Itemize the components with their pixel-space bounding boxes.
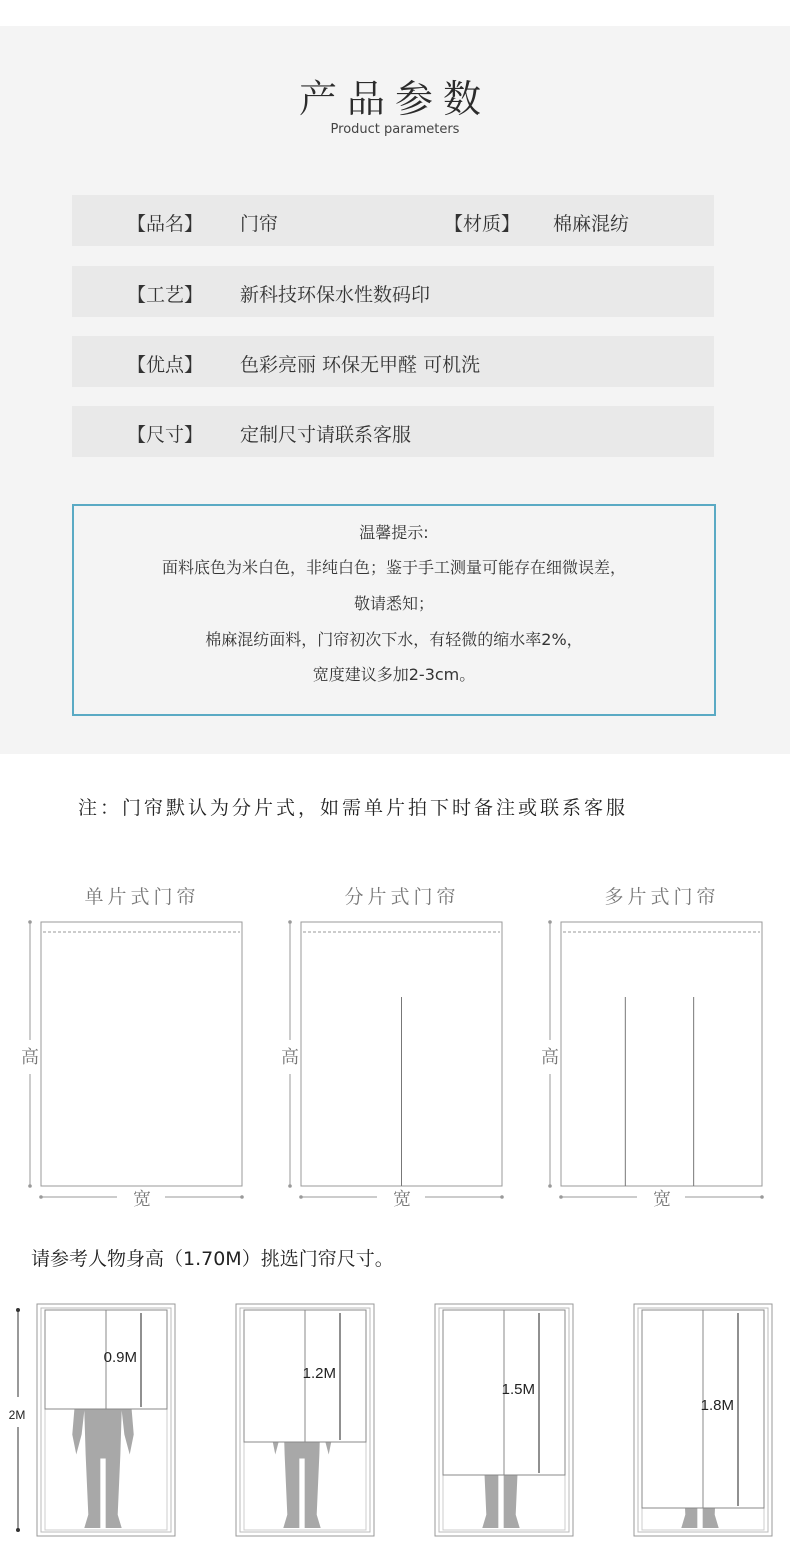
dimension-end-dot <box>559 1195 563 1199</box>
split-note: 注：门帘默认为分片式，如需单片拍下时备注或联系客服 <box>78 797 629 819</box>
height-reference-illustrations <box>0 1295 790 1545</box>
door-illustration <box>435 1304 573 1536</box>
curtain-length-label: 1.2M <box>302 1365 336 1382</box>
door-illustration <box>634 1304 772 1536</box>
height-label: 高 <box>281 1047 299 1068</box>
param-label: 【品名】 <box>127 213 204 235</box>
tip-heading: 温馨提示: <box>359 523 429 542</box>
dimension-end-dot <box>16 1308 20 1312</box>
param-label: 【尺寸】 <box>127 424 204 446</box>
diagram-title-split: 分片式门帘 <box>344 886 460 908</box>
reference-text: 请参考人物身高（1.70M）挑选门帘尺寸。 <box>31 1248 394 1270</box>
dimension-end-dot <box>39 1195 43 1199</box>
curtain-diagram <box>21 920 244 1210</box>
width-label: 宽 <box>133 1189 151 1210</box>
page-subtitle: Product parameters <box>330 122 460 137</box>
dimension-end-dot <box>299 1195 303 1199</box>
dimension-end-dot <box>548 920 552 924</box>
dimension-end-dot <box>288 920 292 924</box>
curtain-diagram <box>281 920 504 1210</box>
curtain-outline <box>41 922 242 1186</box>
width-label: 宽 <box>653 1189 671 1210</box>
param-value-material: 棉麻混纺 <box>553 213 630 235</box>
dimension-end-dot <box>240 1195 244 1199</box>
dimension-end-dot <box>28 920 32 924</box>
door-illustration <box>37 1304 175 1536</box>
curtain-outline <box>561 922 762 1186</box>
tip-line: 敬请悉知； <box>353 594 434 613</box>
dimension-end-dot <box>28 1184 32 1188</box>
tip-line: 宽度建议多加2-3cm。 <box>312 665 476 684</box>
height-label: 高 <box>541 1047 559 1068</box>
dimension-end-dot <box>500 1195 504 1199</box>
param-value: 色彩亮丽 环保无甲醛 可机洗 <box>240 354 481 376</box>
curtain-diagrams <box>0 910 790 1220</box>
param-row-name <box>72 195 714 246</box>
tip-line: 面料底色为米白色，非纯白色；鉴于手工测量可能存在细微误差， <box>161 558 626 577</box>
param-label: 【工艺】 <box>127 284 204 306</box>
dimension-end-dot <box>760 1195 764 1199</box>
param-label-material: 【材质】 <box>444 213 521 235</box>
param-value: 门帘 <box>240 213 279 235</box>
page-title: 产品参数 <box>298 77 491 121</box>
param-row-craft <box>72 266 714 317</box>
param-value: 定制尺寸请联系客服 <box>240 424 412 446</box>
dimension-end-dot <box>16 1528 20 1532</box>
param-row-advantage <box>72 336 714 387</box>
dimension-end-dot <box>548 1184 552 1188</box>
diagram-title-single: 单片式门帘 <box>84 886 200 908</box>
height-label: 高 <box>21 1047 39 1068</box>
tip-line: 棉麻混纺面料，门帘初次下水，有轻微的缩水率2%， <box>205 630 583 649</box>
door-height-label: 2M <box>8 1408 26 1422</box>
curtain-length-label: 1.8M <box>700 1397 734 1414</box>
param-label: 【优点】 <box>127 354 204 376</box>
curtain-length-label: 0.9M <box>103 1349 137 1366</box>
param-value: 新科技环保水性数码印 <box>240 284 431 306</box>
width-label: 宽 <box>393 1189 411 1210</box>
dimension-end-dot <box>288 1184 292 1188</box>
door-illustration <box>236 1304 374 1536</box>
diagram-title-multi: 多片式门帘 <box>604 886 720 908</box>
param-row-size <box>72 406 714 457</box>
tip-box <box>72 504 716 716</box>
curtain-length-label: 1.5M <box>501 1381 535 1398</box>
curtain-diagram <box>541 920 764 1210</box>
